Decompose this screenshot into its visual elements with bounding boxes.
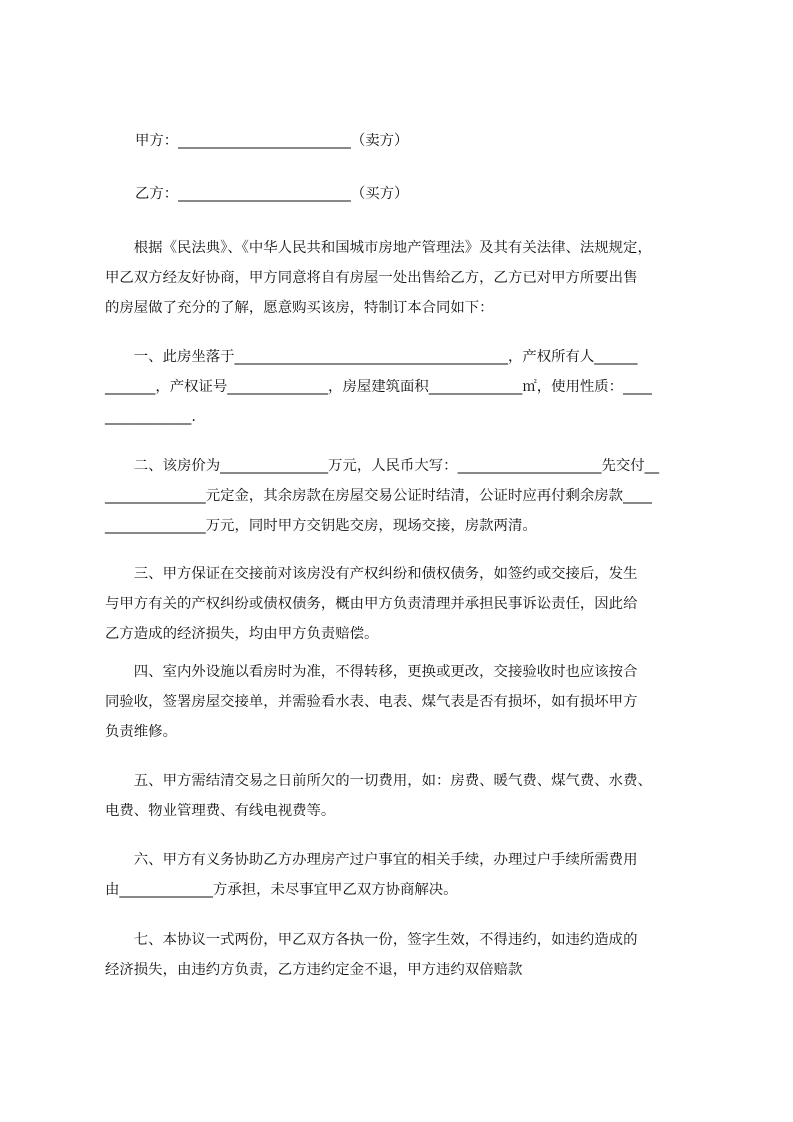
clause-line: ______________万元，同时甲方交钥匙交房，现场交接，房款两清。 — [105, 518, 537, 534]
clause-line: _______，产权证号______________，房屋建筑面积_____________㎡，使用性质：____ — [105, 379, 652, 395]
clause-line: 六、甲方有义务协助乙方办理房产过户事宜的相关手续，办理过户手续所需费用 — [105, 852, 638, 868]
clause-line: 四、室内外设施以看房时为准，不得转移，更换或更改，交接验收时也应该按合 — [105, 664, 638, 680]
intro-line: 根据《民法典》、《中华人民共和国城市房地产管理法》及其有关法律、法规规定， — [105, 240, 652, 256]
clause-line: 负责维修。 — [105, 724, 177, 740]
clause-line: 同验收，签署房屋交接单，并需验看水表、电表、煤气表是否有损坏，如有损坏甲方 — [105, 694, 638, 710]
clause-1 — [105, 342, 700, 432]
clause-line: ____________. — [105, 409, 196, 425]
buyer-line: 乙方：________________________（买方） — [135, 186, 409, 202]
clause-6 — [105, 845, 700, 905]
clause-2 — [105, 451, 700, 541]
clause-line: ______________元定金，其余房款在房屋交易公证时结清，公证时应再付剩余房款____ — [105, 488, 652, 504]
seller-line: 甲方：________________________（卖方） — [135, 133, 409, 149]
clause-3 — [105, 559, 700, 649]
clause-5 — [105, 766, 700, 826]
intro-paragraph — [105, 233, 700, 323]
clause-line: 七、本协议一式两份，甲乙双方各执一份，签字生效，不得违约，如违约造成的 — [105, 932, 638, 948]
clause-line: 一、此房坐落于______________________________________，产权所有人______ — [105, 349, 638, 365]
clause-line: 乙方造成的经济损失，均由甲方负责赔偿。 — [105, 626, 379, 642]
clause-line: 三、甲方保证在交接前对该房没有产权纠纷和债权债务，如签约或交接后，发生 — [105, 566, 638, 582]
intro-line: 甲乙双方经友好协商，甲方同意将自有房屋一处出售给乙方，乙方已对甲方所要出售 — [105, 270, 638, 286]
clause-line: 二、该房价为_______________万元，人民币大写：____________________先交付__ — [105, 458, 660, 474]
clause-line: 电费、物业管理费、有线电视费等。 — [105, 803, 336, 819]
clause-line: 五、甲方需结清交易之日前所欠的一切费用，如：房费、暖气费、煤气费、水费、 — [105, 773, 652, 789]
clause-7 — [105, 925, 700, 985]
clause-4 — [105, 657, 700, 747]
clause-line: 与甲方有关的产权纠纷或债权债务，概由甲方负责清理并承担民事诉讼责任，因此给 — [105, 596, 638, 612]
clause-line: 由_____________方承担，未尽事宜甲乙双方协商解决。 — [105, 882, 458, 898]
intro-line: 的房屋做了充分的了解，愿意购买该房，特制订本合同如下： — [105, 300, 494, 316]
clause-line: 经济损失，由违约方负责，乙方违约定金不退，甲方违约双倍赔款 — [105, 962, 523, 978]
